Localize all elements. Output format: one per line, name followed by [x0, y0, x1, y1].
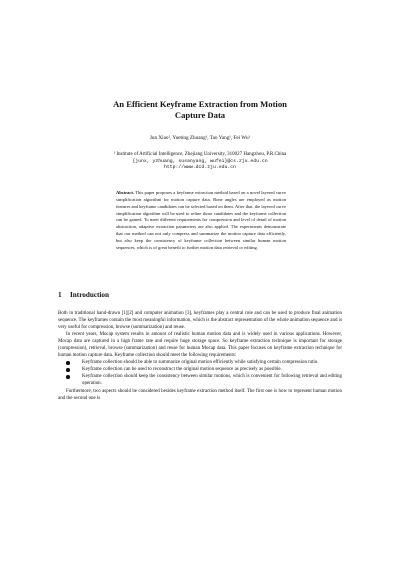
abstract-text: This paper proposes a keyframe extraction method based on a novel layered curve simplification algorithm for motion capture data. Bone angles are employed as motion features and keyframe candidates can be selected based on them. After that, the layered curve simplification algorithm will be used to refine those candidates and the keyframe collection can be gained. To meet different requirements for compression and level of detail of motion abstraction, adaptive extraction parameters are also applied. The experiments demonstrate that our method can not only compress and summarize the motion capture data efficiently, but also keep the consistency of keyframe collection between similar human motion sequences, which is of great benefit to further motion data retrieval or editing.: [116, 190, 286, 250]
institute-url: http://www.dcd.zju.edu.cn: [164, 165, 236, 171]
title-line-1: An Efficient Keyframe Extraction from Motion: [113, 99, 287, 109]
paragraph-1: Both in traditional hand-drawn [1][2] and computer animation [3], keyframes play a central role and can be used to produce final animation sequence. The keyframes contain the most meaningful information, which is the abstract representation of the whole animation sequence and is very useful for compression, browse (summarization) and reuse.: [58, 311, 342, 331]
title-line-2: Capture Data: [174, 110, 226, 120]
paragraph-2: In recent years, Mocap system results in amount of realistic human motion data and is widely used in various applications. However, Mocap data are captured in a high frame rate and require huge storage space. So keyframe extraction technique is important for storage (compression), retrieval, browse (summarization) and reuse for human Mocap data. This paper focuses on keyframe extraction technique for human motion capture data. Keyframe collection should meet the following requirements:: [58, 332, 342, 359]
abstract-label: Abstract.: [116, 190, 135, 195]
list-item-text: Keyframe collection should be able to summarize original motion efficiently while satisfying certain compression ratio.: [82, 360, 319, 366]
list-item: [58, 366, 342, 373]
paper-title: [60, 99, 340, 121]
bullet-icon: [66, 375, 70, 379]
bullet-icon: [66, 361, 70, 365]
section-body: [58, 310, 342, 402]
abstract: [116, 190, 286, 252]
section-number: 1: [58, 291, 62, 299]
requirements-list: [58, 359, 342, 387]
list-item: [58, 359, 342, 366]
section-title: Introduction: [70, 291, 110, 299]
affiliation-block: [60, 152, 340, 172]
list-item-text: Keyframe collection can be used to reconstruct the original motion sequence as precisely as possible.: [82, 367, 282, 373]
author-list: Jun Xiao¹, Yueting Zhuang¹, Tao Yang¹, Fei Wu¹: [149, 135, 251, 141]
author-emails: {junx, yzhuang, susanyang, wufei}@cs.zju.edu.cn: [132, 158, 268, 164]
list-item-text: Keyframe collection should keep the consistency between similar motions, which is convenient for following retrieval and editing operation.: [82, 374, 342, 387]
bullet-icon: [66, 368, 70, 372]
paragraph-3: Furthermore, two aspects should be considered besides keyframe extraction method itself. The first one is how to represent human motion and the second one is: [58, 388, 342, 401]
list-item: [58, 373, 342, 387]
affiliation: ¹ Institute of Artificial Intelligence, Zhejiang University, 310027 Hangzhou, P.R.China: [113, 152, 287, 157]
section-heading: [58, 291, 109, 300]
